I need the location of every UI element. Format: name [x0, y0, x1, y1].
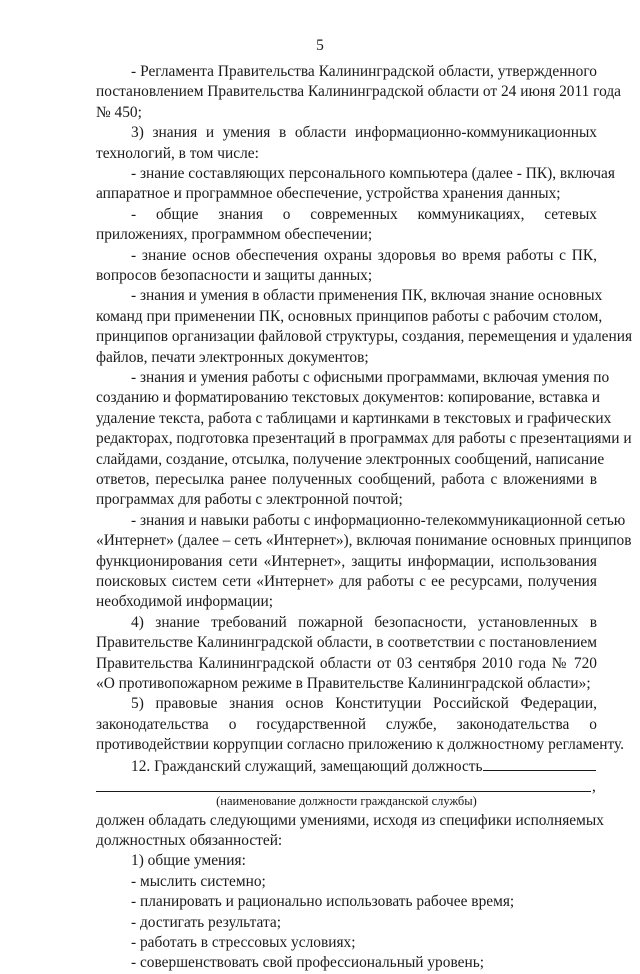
- trailing-comma: ,: [592, 777, 596, 795]
- text-line: - знания и умения в области применения ПК, включая знание основных: [131, 287, 603, 305]
- text-line: 12. Гражданский служащий, замещающий должность: [131, 757, 483, 775]
- text-line: законодательства о государственной службе, законодательства о: [96, 715, 597, 733]
- text-line: приложениях, программном обеспечении;: [96, 226, 373, 244]
- text-line: Правительства Калининградской области от 03 сентября 2010 года № 720: [96, 654, 597, 672]
- text-line: постановлением Правительства Калининградской области от 24 июня 2011 года: [96, 83, 622, 101]
- text-line: ответов, пересылка ранее полученных сообщений, работа с вложениями в: [96, 471, 597, 488]
- text-line: 4) знание требований пожарной безопасности, установленных в: [131, 613, 597, 631]
- text-line: созданию и форматированию текстовых документов: копирование, вставка и: [96, 389, 601, 407]
- page-number: 5: [316, 37, 324, 54]
- text-line: противодействии коррупции согласно приложению к должностному регламенту.: [96, 736, 624, 754]
- blank-position-field: [483, 756, 596, 771]
- text-line: удаление текста, работа с таблицами и картинками в текстовых и графических: [96, 409, 612, 427]
- text-line: 3) знания и умения в области информационно-коммуникационных: [131, 124, 597, 142]
- text-line: - Регламента Правительства Калининградской области, утвержденного: [131, 63, 597, 80]
- text-line: - планировать и рационально использовать рабочее время;: [131, 893, 515, 911]
- blank-caption: (наименование должности гражданской службы): [216, 793, 477, 808]
- text-line: программах для работы с электронной почтой;: [96, 491, 403, 509]
- text-line: «О противопожарном режиме в Правительстве Калининградской области»;: [96, 675, 591, 692]
- text-line: 1) общие умения:: [131, 852, 246, 870]
- text-line: команд при применении ПК, основных принципов работы с рабочим столом,: [96, 307, 603, 325]
- text-line: - знание основ обеспечения охраны здоровья во время работы с ПК,: [131, 246, 597, 264]
- text-line: - знание составляющих персонального компьютера (далее - ПК), включая: [131, 165, 615, 182]
- text-line: необходимой информации;: [96, 593, 274, 611]
- text-line: - работать в стрессовых условиях;: [131, 934, 356, 951]
- text-line: - знания и умения работы с офисными программами, включая умения по: [131, 369, 610, 386]
- paragraph-12-line: [131, 756, 597, 778]
- text-line: файлов, печати электронных документов;: [96, 348, 369, 366]
- text-line: - мыслить системно;: [131, 872, 266, 890]
- text-line: должностных обязанностей:: [96, 832, 283, 849]
- text-line: должен обладать следующими умениями, исходя из специфики исполняемых: [96, 811, 604, 829]
- text-line: - знания и навыки работы с информационно-телекоммуникационной сетью: [131, 511, 626, 529]
- text-line: - совершенствовать свой профессиональный уровень;: [131, 954, 484, 972]
- text-line: слайдами, создание, отсылка, получение электронных сообщений, написание: [96, 450, 605, 468]
- text-line: поисковых систем сети «Интернет» для работы с ее ресурсами, получения: [96, 573, 597, 590]
- blank-position-line: [96, 791, 591, 792]
- text-line: - достигать результата;: [131, 913, 281, 931]
- text-line: Правительстве Калининградской области, в соответствии с постановлением: [96, 634, 597, 652]
- text-line: «Интернет» (далее – сеть «Интернет»), включая понимание основных принципов: [96, 532, 632, 550]
- text-line: функционирования сети «Интернет», защиты информации, использования: [96, 552, 597, 570]
- text-line: - общие знания о современных коммуникациях, сетевых: [131, 205, 597, 223]
- text-line: аппаратное и программное обеспечение, устройства хранения данных;: [96, 185, 561, 203]
- text-line: принципов организации файловой структуры, создания, перемещения и удаления: [96, 328, 633, 346]
- text-line: 5) правовые знания основ Конституции Российской Федерации,: [131, 695, 597, 713]
- text-line: № 450;: [96, 103, 142, 121]
- text-line: технологий, в том числе:: [96, 144, 259, 162]
- text-line: редакторах, подготовка презентаций в программах для работы с презентациями и: [96, 430, 632, 448]
- text-line: вопросов безопасности и защиты данных;: [96, 267, 373, 284]
